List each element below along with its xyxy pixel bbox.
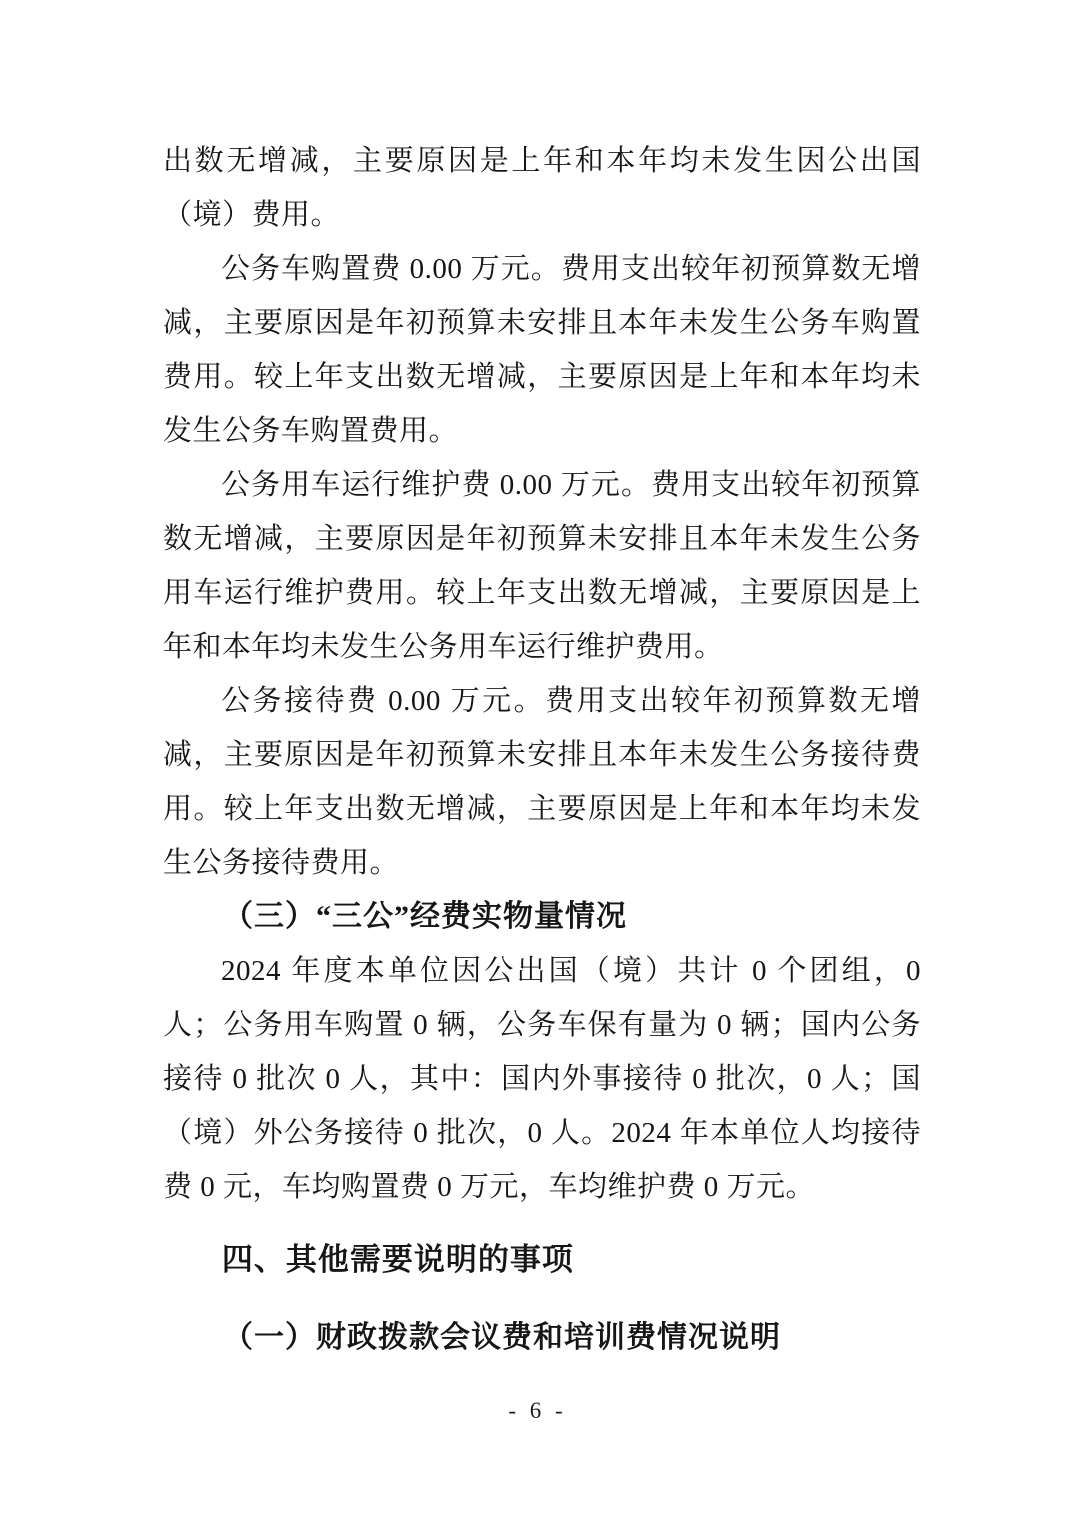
section-heading: （一）财政拨款会议费和培训费情况说明 xyxy=(223,1321,781,1354)
page-number: - 6 - xyxy=(508,1398,567,1423)
page-footer xyxy=(0,1398,1075,1424)
paragraph: 公务车购置费 0.00 万元。费用支出较年初预算数无增减，主要原因是年初预算未安排且本年未发生公务车购置费用。较上年支出数无增减，主要原因是上年和本年均未发生公务车购置费用。 xyxy=(163,253,921,447)
paragraph: 公务用车运行维护费 0.00 万元。费用支出较年初预算数无增减，主要原因是年初预算未安排且本年未发生公务用车运行维护费用。较上年支出数无增减，主要原因是上年和本年均未发生公务用车运行维护费用。 xyxy=(163,469,921,663)
paragraph: 公务接待费 0.00 万元。费用支出较年初预算数无增减，主要原因是年初预算未安排且本年未发生公务接待费用。较上年支出数无增减，主要原因是上年和本年均未发生公务接待费用。 xyxy=(163,685,921,879)
section-heading: （三）“三公”经费实物量情况 xyxy=(223,900,627,933)
paragraph: 2024 年度本单位因公出国（境）共计 0 个团组，0 人；公务用车购置 0 辆，公务车保有量为 0 辆；国内公务接待 0 批次 0 人，其中：国内外事接待 0 批次，0 人；国（境）外公务接待 0 批次，0 人。2024 年本单位人均接待费 0 元，车均购置费 0 万元，车均维护费 0 万元。 xyxy=(163,955,921,1203)
section-heading: 四、其他需要说明的事项 xyxy=(221,1242,574,1277)
paragraph: 出数无增减，主要原因是上年和本年均未发生因公出国（境）费用。 xyxy=(163,145,921,231)
document-content xyxy=(163,134,921,1365)
